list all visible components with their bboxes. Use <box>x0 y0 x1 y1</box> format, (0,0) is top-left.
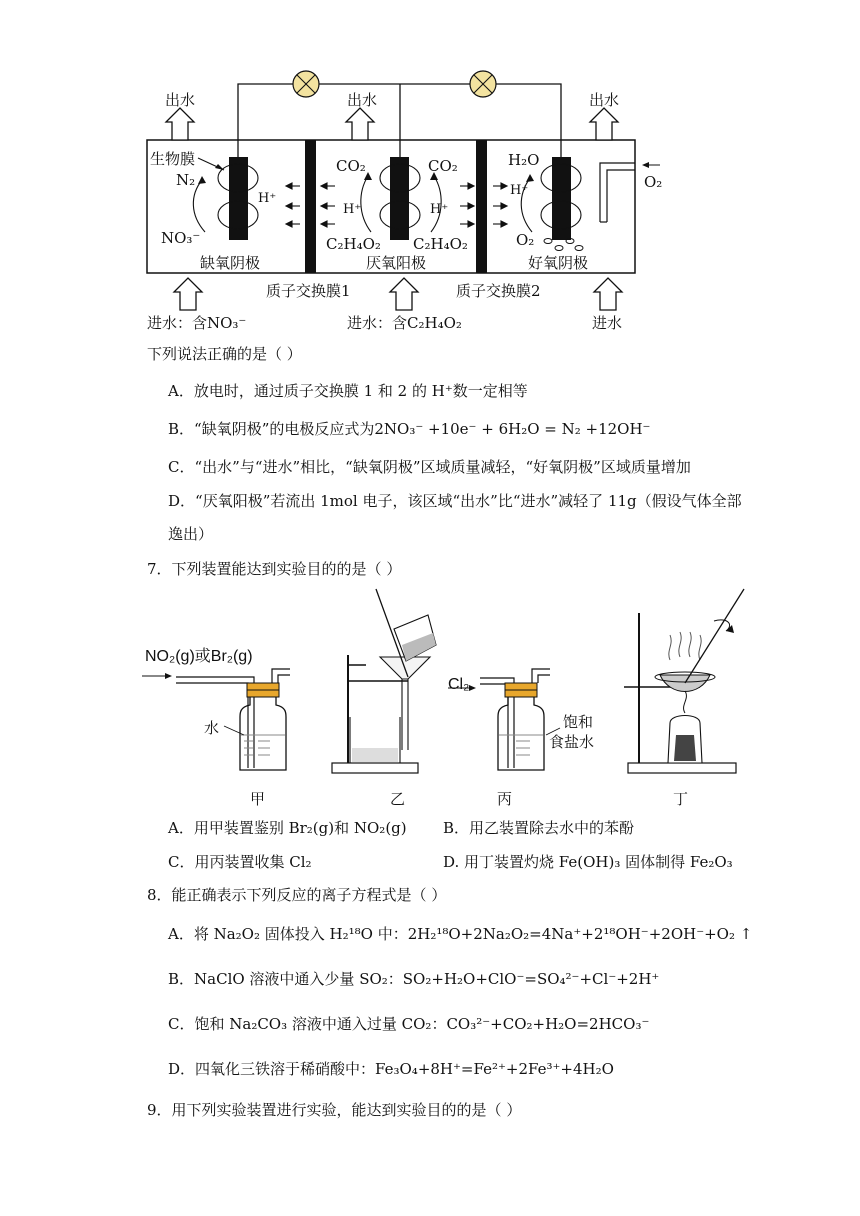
q7-option-d: D. 用丁装置灼烧 Fe(OH)₃ 固体制得 Fe₂O₃ <box>443 853 733 871</box>
inflow-label: 进水 <box>592 314 623 332</box>
q6-option-c: C．“出水”与“进水”相比，“缺氧阴极”区域质量减轻，“好氧阴极”区域质量增加 <box>168 458 691 476</box>
q6-option-d-cont: 逸出） <box>168 525 214 543</box>
c2h4o2-label: C₂H₄O₂ <box>413 235 468 253</box>
c2h4o2-label: C₂H₄O₂ <box>326 235 381 253</box>
apparatus-label-yi: 乙 <box>390 790 406 808</box>
out-water-label: 出水 <box>589 91 620 109</box>
o2-label: O₂ <box>516 231 535 249</box>
q6-option-a: A．放电时，通过质子交换膜 1 和 2 的 H⁺数一定相等 <box>168 382 528 400</box>
inflow-no3-label: 进水：含NO₃⁻ <box>147 314 247 332</box>
apparatus-label-bing: 丙 <box>497 790 513 808</box>
q8-option-b: B．NaClO 溶液中通入少量 SO₂：SO₂+H₂O+ClO⁻=SO₄²⁻+Cl⁻+2H⁺ <box>168 970 660 988</box>
crucible-ding <box>624 589 744 773</box>
apparatus-figure <box>140 585 760 810</box>
cathode-electrode <box>552 157 571 240</box>
out-water-label: 出水 <box>347 91 378 109</box>
cathode-electrode <box>229 157 248 240</box>
gas-label-cl2: Cl₂ <box>448 676 470 693</box>
no3-label: NO₃⁻ <box>161 229 201 247</box>
proton-membrane-1 <box>305 140 316 273</box>
q7-option-b: B．用乙装置除去水中的苯酚 <box>443 819 635 837</box>
out-water-label: 出水 <box>165 91 196 109</box>
apparatus-label-ding: 丁 <box>673 790 689 808</box>
membrane1-label: 质子交换膜1 <box>266 282 351 300</box>
hplus-label: H⁺ <box>343 202 362 217</box>
q8-option-a: A．将 Na₂O₂ 固体投入 H₂¹⁸O 中：2H₂¹⁸O+2Na₂O₂=4Na⁺+2¹⁸OH⁻+2OH⁻+O₂ ↑ <box>168 925 753 943</box>
proton-membrane-2 <box>476 140 487 273</box>
n2-label: N₂ <box>176 171 196 189</box>
co2-label: CO₂ <box>336 157 366 175</box>
q8-option-c: C．饱和 Na₂CO₃ 溶液中通入过量 CO₂：CO₃²⁻+CO₂+H₂O=2HCO₃⁻ <box>168 1015 650 1033</box>
q6-option-d: D．“厌氧阳极”若流出 1mol 电子，该区域“出水”比“进水”减轻了 11g（假设气体全部 <box>168 492 742 510</box>
anode-electrode <box>390 157 409 240</box>
filtration-yi <box>332 589 436 773</box>
q6-stem: 下列说法正确的是（ ） <box>147 345 302 363</box>
hplus-label: H⁺ <box>258 191 277 206</box>
co2-label: CO₂ <box>428 157 458 175</box>
water-label: 水 <box>204 719 220 737</box>
apparatus-label-jia: 甲 <box>250 790 266 808</box>
q7-option-a: A．用甲装置鉴别 Br₂(g)和 NO₂(g) <box>168 819 407 837</box>
hplus-label: H⁺ <box>510 183 529 198</box>
lamp-icon <box>470 71 496 97</box>
lamp-icon <box>293 71 319 97</box>
aerobic-cathode-label: 好氧阴极 <box>528 254 589 272</box>
inflow-c2h4o2-label: 进水：含C₂H₄O₂ <box>347 314 462 332</box>
gas-label-no2-br2: NO₂(g)或Br₂(g) <box>145 648 253 665</box>
q8-stem: 8．能正确表示下列反应的离子方程式是（ ） <box>147 886 447 904</box>
brine-label: 食盐水 <box>549 733 595 751</box>
biofilm-label: 生物膜 <box>150 150 196 168</box>
q9-stem: 9．用下列实验装置进行实验，能达到实验目的的是（ ） <box>147 1101 522 1119</box>
saturated-label: 饱和 <box>563 713 594 731</box>
anaerobic-anode-label: 厌氧阳极 <box>366 254 427 272</box>
membrane2-label: 质子交换膜2 <box>456 282 541 300</box>
q8-option-d: D．四氧化三铁溶于稀硝酸中：Fe₃O₄+8H⁺=Fe²⁺+2Fe³⁺+4H₂O <box>168 1060 614 1078</box>
q6-option-b: B．“缺氧阴极”的电极反应式为2NO₃⁻ +10e⁻ + 6H₂O = N₂ +12OH⁻ <box>168 420 651 438</box>
q7-stem: 7．下列装置能达到实验目的的是（ ） <box>147 560 402 578</box>
anoxic-cathode-label: 缺氧阴极 <box>200 254 261 272</box>
h2o-label: H₂O <box>508 151 540 169</box>
hplus-label: H⁺ <box>430 202 449 217</box>
o2-inlet-label: O₂ <box>644 173 663 191</box>
q7-option-c: C．用丙装置收集 Cl₂ <box>168 853 312 871</box>
